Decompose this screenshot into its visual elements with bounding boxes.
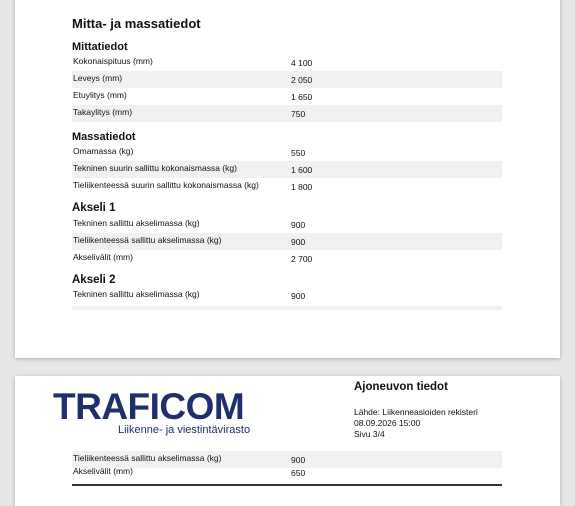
row-label: Tekninen sallittu akselimassa (kg) (73, 289, 200, 299)
page-title: Mitta- ja massatiedot (72, 16, 201, 31)
table-row (72, 71, 502, 88)
table-row (72, 464, 502, 481)
row-value: 4 100 (291, 58, 313, 68)
row-label: Akselivälit (mm) (73, 252, 133, 262)
row-value: 1 650 (291, 92, 313, 102)
row-label: Tieliikenteessä suurin sallittu kokonaismassa (kg) (73, 180, 259, 190)
table-row (72, 178, 502, 195)
table-row (72, 161, 502, 178)
table-end-divider (72, 306, 502, 310)
row-value: 1 800 (291, 182, 313, 192)
table-row (72, 233, 502, 250)
row-value: 550 (291, 148, 306, 158)
table-row (72, 105, 502, 122)
section-heading-massatiedot: Massatiedot (72, 131, 136, 143)
row-value: 900 (291, 237, 306, 247)
section-heading-akseli-2: Akseli 2 (72, 274, 116, 286)
table-row (72, 54, 502, 71)
row-label: Tieliikenteessä sallittu akselimassa (kg) (73, 453, 222, 463)
document-page-2 (15, 0, 560, 358)
row-value: 750 (291, 109, 306, 119)
row-label: Tieliikenteessä sallittu akselimassa (kg) (73, 235, 222, 245)
row-value: 900 (291, 455, 306, 465)
row-label: Omamassa (kg) (73, 146, 134, 156)
traficom-logo: TRAFICOM (53, 386, 245, 427)
section-heading-mittatiedot: Mittatiedot (72, 41, 128, 53)
table-bottom-border (72, 484, 502, 486)
document-page-3 (15, 376, 560, 506)
row-label: Etuylitys (mm) (73, 90, 127, 100)
header-page-number: Sivu 3/4 (354, 429, 385, 439)
row-value: 1 600 (291, 165, 313, 175)
row-value: 650 (291, 468, 306, 478)
table-row (72, 144, 502, 161)
row-label: Leveys (mm) (73, 73, 123, 83)
row-value: 900 (291, 220, 306, 230)
row-value: 900 (291, 291, 306, 301)
table-row (72, 216, 502, 233)
row-label: Akselivälit (mm) (73, 466, 133, 476)
row-label: Takaylitys (mm) (73, 107, 133, 117)
table-row (72, 250, 502, 267)
table-row (72, 88, 502, 105)
section-heading-akseli-1: Akseli 1 (72, 202, 116, 214)
logo-subtitle: Liikenne- ja viestintävirasto (118, 424, 251, 436)
header-source: Lähde: Liikenneasioiden rekisteri (354, 407, 478, 417)
row-label: Tekninen suurin sallittu kokonaismassa (kg) (73, 163, 237, 173)
row-value: 2 700 (291, 254, 313, 264)
row-label: Kokonaispituus (mm) (73, 56, 153, 66)
table-row (72, 287, 502, 304)
header-title: Ajoneuvon tiedot (354, 381, 448, 393)
row-label: Tekninen sallittu akselimassa (kg) (73, 218, 200, 228)
row-value: 2 050 (291, 75, 313, 85)
header-datetime: 08.09.2026 15:00 (354, 418, 421, 428)
